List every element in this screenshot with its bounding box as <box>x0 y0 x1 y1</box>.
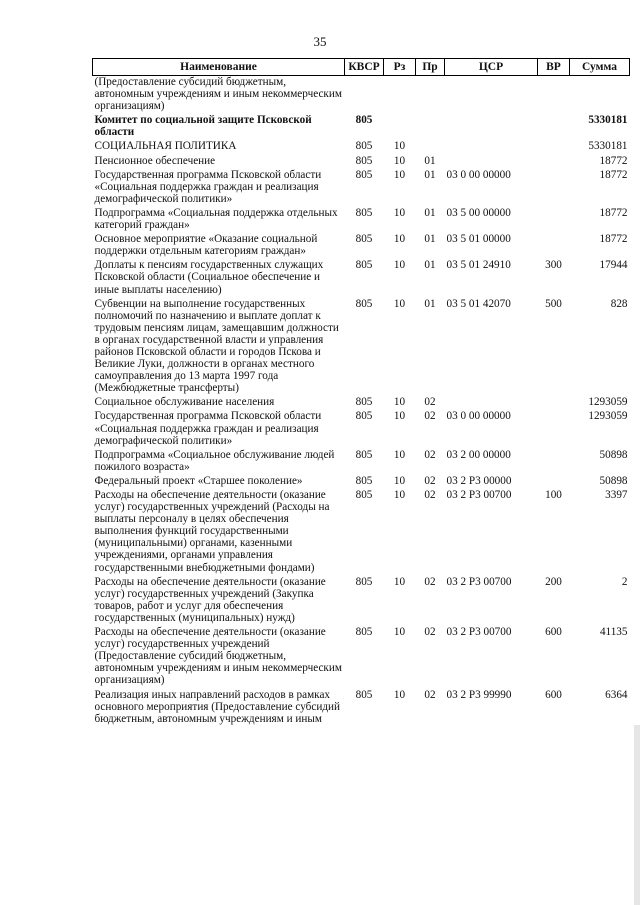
cell-sum: 18772 <box>599 233 628 246</box>
cell-sum: 50898 <box>599 474 628 487</box>
table-row <box>93 626 630 688</box>
cell-rz: 10 <box>393 168 406 181</box>
cell-csr: 03 5 01 00000 <box>446 233 511 246</box>
cell-pr: 01 <box>424 206 436 219</box>
table-row <box>93 233 630 259</box>
cell-name: Доплаты к пенсиям государственных служащих Псковской области (Социальное обеспечение и иные выплаты населению) <box>94 259 324 296</box>
cell-rz: 10 <box>393 410 406 423</box>
cell-name: Основное мероприятие «Оказание социальной поддержки отдельным категориям граждан» <box>94 233 318 258</box>
scan-edge-shadow <box>634 725 640 905</box>
table-row <box>93 76 630 115</box>
cell-vr <box>538 155 570 169</box>
table-body <box>93 76 630 727</box>
cell-sum: 2 <box>621 575 628 588</box>
cell-rz: 10 <box>393 489 406 501</box>
cell-csr: 03 2 Р3 00700 <box>446 626 512 639</box>
cell-pr: 02 <box>424 410 436 423</box>
cell-name: Расходы на обеспечение деятельности (оказание услуг) государственных учреждений (Расходы на выплаты персоналу в целях обеспечения выполнения функций государственными (муниципальными) органами, казенными учреждениями, органами управления государственными внебюджетными фондами) <box>94 489 330 574</box>
cell-sum: 18772 <box>599 168 628 181</box>
cell-kvsr: 805 <box>355 489 373 501</box>
table-row <box>93 689 630 727</box>
cell-rz: 10 <box>393 474 406 487</box>
cell-name: Расходы на обеспечение деятельности (оказание услуг) государственных учреждений (Закупка товаров, работ и услуг для обеспечения государственных (муниципальных) нужд) <box>94 575 326 624</box>
cell-sum: 50898 <box>599 448 628 461</box>
cell-rz: 10 <box>393 233 406 246</box>
cell-vr: 600 <box>545 626 562 639</box>
cell-name: Подпрограмма «Социальная поддержка отдельных категорий граждан» <box>94 206 338 232</box>
cell-csr: 03 0 00 00000 <box>446 168 511 181</box>
cell-name: Государственная программа Псковской области «Социальная поддержка граждан и реализация демографической политики» <box>94 168 322 205</box>
cell-kvsr: 805 <box>355 448 373 461</box>
cell-pr: 01 <box>424 297 436 310</box>
cell-vr <box>538 169 570 207</box>
cell-pr: 02 <box>424 688 436 701</box>
cell-vr <box>538 233 570 259</box>
cell-sum: 41135 <box>599 626 628 639</box>
cell-csr: 03 2 Р3 00700 <box>446 575 512 588</box>
cell-vr: 500 <box>545 297 562 310</box>
cell-name: (Предоставление субсидий бюджетным, автономным учреждениям и иным некоммерческим организациям) <box>94 76 342 113</box>
cell-sum: 1293059 <box>588 396 628 409</box>
cell-csr: 03 2 Р3 99990 <box>446 688 512 701</box>
cell-rz: 10 <box>393 154 406 167</box>
cell-csr <box>445 396 538 410</box>
cell-kvsr: 805 <box>355 168 373 181</box>
cell-vr <box>538 449 570 475</box>
cell-csr <box>445 155 538 169</box>
cell-sum: 3397 <box>605 489 628 501</box>
cell-csr: 03 2 Р3 00700 <box>446 489 512 501</box>
cell-rz: 10 <box>393 297 406 310</box>
cell-name: Социальное обслуживание населения <box>94 396 275 409</box>
cell-name: Реализация иных направлений расходов в рамках основного мероприятия (Предоставление субсидий бюджетным, автономным учреждениям и иным <box>94 688 340 725</box>
budget-table <box>92 58 630 727</box>
cell-vr <box>538 114 570 140</box>
cell-rz: 10 <box>393 259 406 272</box>
cell-vr <box>538 76 570 115</box>
cell-pr: 02 <box>424 575 436 588</box>
cell-csr: 03 5 00 00000 <box>446 206 511 219</box>
cell-pr: 01 <box>424 259 436 272</box>
cell-csr <box>445 114 538 140</box>
cell-sum: 17944 <box>599 259 628 272</box>
table-row <box>93 114 630 140</box>
cell-rz: 10 <box>393 688 406 701</box>
cell-sum: 1293059 <box>588 410 628 423</box>
cell-kvsr: 805 <box>355 114 373 127</box>
cell-name: СОЦИАЛЬНАЯ ПОЛИТИКА <box>94 140 237 153</box>
cell-vr <box>538 396 570 410</box>
cell-kvsr: 805 <box>355 410 373 423</box>
header-kvsr: КВСР <box>345 59 384 76</box>
page-number: 35 <box>313 34 327 49</box>
table-row <box>93 396 630 410</box>
header-sum: Сумма <box>570 59 630 76</box>
cell-sum: 828 <box>610 297 628 310</box>
cell-kvsr: 805 <box>355 688 373 701</box>
cell-vr: 200 <box>545 575 562 588</box>
cell-vr <box>538 207 570 233</box>
cell-pr: 01 <box>424 233 436 246</box>
cell-csr <box>445 76 538 115</box>
header-rz: Рз <box>384 59 416 76</box>
cell-vr: 300 <box>545 259 562 272</box>
table-row <box>93 576 630 626</box>
cell-rz: 10 <box>393 626 406 639</box>
cell-vr: 100 <box>545 489 562 501</box>
table-row <box>93 489 630 576</box>
header-name: Наименование <box>93 59 345 76</box>
header-pr: Пр <box>416 59 445 76</box>
cell-csr: 03 5 01 24910 <box>446 259 511 272</box>
table-row <box>93 410 630 448</box>
cell-name: Расходы на обеспечение деятельности (оказание услуг) государственных учреждений (Предоставление субсидий бюджетным, автономным учреждениям и иным некоммерческим организациям) <box>94 626 342 687</box>
cell-name: Подпрограмма «Социальное обслуживание людей пожилого возраста» <box>94 448 335 473</box>
cell-kvsr: 805 <box>355 140 373 153</box>
table-row <box>93 155 630 169</box>
cell-kvsr <box>345 76 384 115</box>
cell-rz: 10 <box>393 140 406 153</box>
cell-kvsr: 805 <box>355 626 373 639</box>
cell-rz: 10 <box>393 575 406 588</box>
cell-pr: 01 <box>424 168 436 181</box>
table-row <box>93 169 630 207</box>
cell-pr: 02 <box>424 448 436 461</box>
cell-pr <box>416 76 445 115</box>
cell-pr: 01 <box>424 154 436 167</box>
cell-csr: 03 2 Р3 00000 <box>446 474 512 487</box>
cell-pr: 02 <box>424 396 436 409</box>
cell-kvsr: 805 <box>355 206 373 219</box>
cell-sum <box>570 76 630 115</box>
cell-sum: 6364 <box>605 688 628 701</box>
cell-csr: 03 0 00 00000 <box>446 410 511 423</box>
cell-rz <box>384 114 416 140</box>
cell-pr <box>416 140 445 154</box>
cell-csr <box>445 140 538 154</box>
cell-pr <box>416 114 445 140</box>
table-row <box>93 207 630 233</box>
header-vr: ВР <box>538 59 570 76</box>
cell-kvsr: 805 <box>355 474 373 487</box>
cell-name: Комитет по социальной защите Псковской области <box>94 114 312 139</box>
cell-sum: 18772 <box>599 154 628 167</box>
cell-csr: 03 2 00 00000 <box>446 448 511 461</box>
cell-kvsr: 805 <box>355 233 373 246</box>
cell-name: Пенсионное обеспечение <box>94 154 216 167</box>
cell-rz: 10 <box>393 206 406 219</box>
cell-pr: 02 <box>424 474 436 487</box>
table-row <box>93 259 630 297</box>
cell-kvsr: 805 <box>355 297 373 310</box>
table-row <box>93 140 630 154</box>
cell-sum: 5330181 <box>588 114 628 127</box>
table-header-row <box>93 59 630 76</box>
cell-rz <box>384 76 416 115</box>
cell-vr <box>538 140 570 154</box>
cell-sum: 5330181 <box>588 140 628 153</box>
cell-rz: 10 <box>393 448 406 461</box>
cell-kvsr: 805 <box>355 575 373 588</box>
cell-name: Государственная программа Псковской области «Социальная поддержка граждан и реализация демографической политики» <box>94 410 322 447</box>
cell-kvsr: 805 <box>355 396 373 409</box>
cell-vr <box>538 475 570 489</box>
table-row <box>93 449 630 475</box>
cell-vr: 600 <box>545 688 562 701</box>
cell-kvsr: 805 <box>355 259 373 272</box>
cell-name: Федеральный проект «Старшее поколение» <box>94 474 303 487</box>
table-row <box>93 475 630 489</box>
table-row <box>93 298 630 397</box>
cell-kvsr: 805 <box>355 154 373 167</box>
cell-pr: 02 <box>424 489 436 501</box>
cell-vr <box>538 410 570 448</box>
cell-pr: 02 <box>424 626 436 639</box>
cell-sum: 18772 <box>599 206 628 219</box>
header-csr: ЦСР <box>445 59 538 76</box>
cell-rz: 10 <box>393 396 406 409</box>
cell-csr: 03 5 01 42070 <box>446 297 511 310</box>
cell-name: Субвенции на выполнение государственных полномочий по назначению и выплате доплат к трудовым пенсиям лицам, замещавшим должности в органах государственной власти и управления районов Псковской области и городов Пскова и Великие Луки, должности в органах местного самоуправления до 13 марта 1997 года (Межбюджетные трансферты) <box>94 297 339 395</box>
